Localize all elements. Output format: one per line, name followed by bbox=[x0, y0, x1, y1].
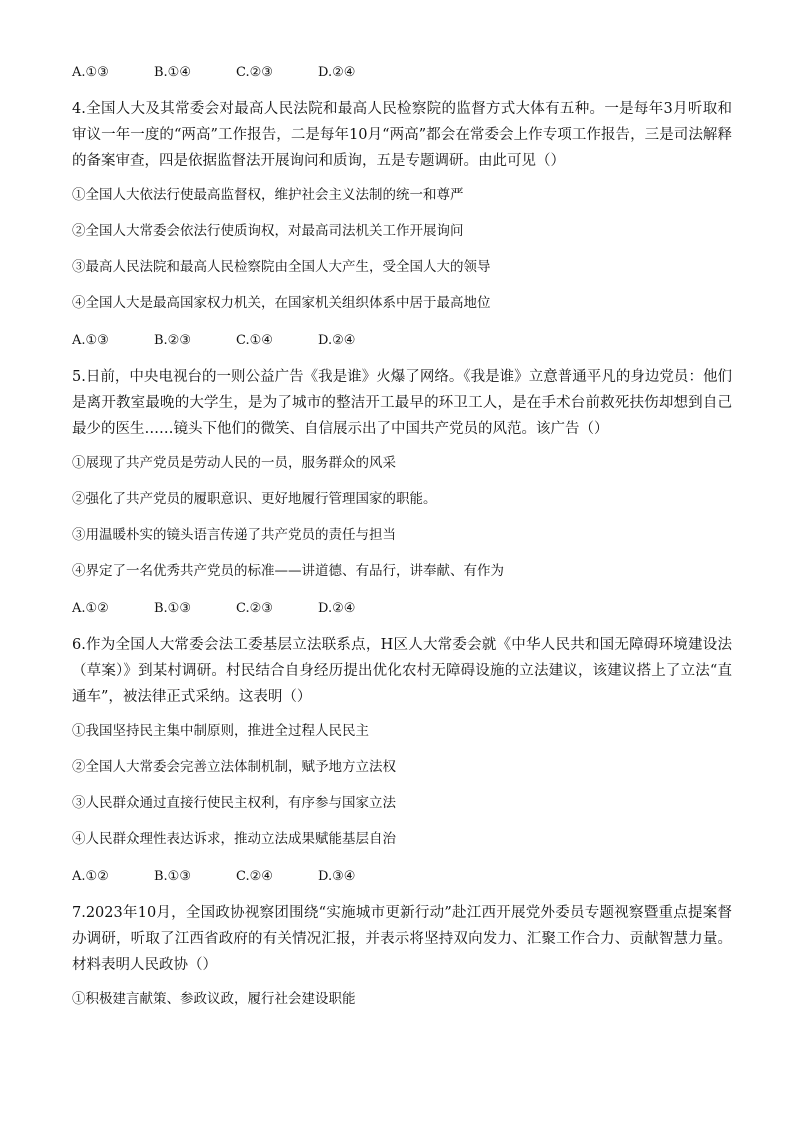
q5-option-d: D.②④ bbox=[318, 600, 356, 616]
q5-statement-3: ③用温暖朴实的镜头语言传递了共产党员的责任与担当 bbox=[72, 527, 396, 543]
q6-statement-2: ②全国人大常委会完善立法体制机制，赋予地方立法权 bbox=[72, 759, 396, 775]
q4-option-c: C.①④ bbox=[236, 332, 273, 348]
q5-question: 5.日前，中央电视台的一则公益广告《我是谁》火爆了网络。《我是谁》立意普通平凡的身边党员：他们是离开教室最晚的大学生，是为了城市的整洁开工最早的环卫工人，是在手术台前救死扶伤却想到自己最少的医生……镜头下他们的微笑、自信展示出了中国共产党员的风范。该广告（） bbox=[72, 369, 732, 437]
q4-statement-4: ④全国人大是最高国家权力机关，在国家机关组织体系中居于最高地位 bbox=[72, 295, 491, 311]
q4-option-a: A.①③ bbox=[72, 332, 109, 348]
q3-options bbox=[72, 60, 732, 84]
q4-option-b: B.②③ bbox=[154, 332, 191, 348]
q5-option-c: C.②③ bbox=[236, 600, 273, 616]
q5-statement-4: ④界定了一名优秀共产党员的标准——讲道德、有品行，讲奉献、有作为 bbox=[72, 563, 504, 579]
q6-option-a: A.①② bbox=[72, 868, 109, 884]
exam-page bbox=[72, 60, 732, 1024]
q6-statement-4: ④人民群众理性表达诉求，推动立法成果赋能基层自治 bbox=[72, 831, 396, 847]
q3-option-c: C.②③ bbox=[236, 64, 273, 80]
q6-question: 6.作为全国人大常委会法工委基层立法联系点，H区人大常委会就《中华人民共和国无障碍环境建设法（草案）》到某村调研。村民结合自身经历提出优化农村无障碍设施的立法建议，该建议搭上了立法“直通车”，被法律正式采纳。这表明（） bbox=[72, 637, 732, 705]
q3-option-a: A.①③ bbox=[72, 64, 109, 80]
q5-option-b: B.①③ bbox=[154, 600, 191, 616]
q6-options bbox=[72, 864, 732, 888]
q4-statement-2: ②全国人大常委会依法行使质询权，对最高司法机关工作开展询问 bbox=[72, 223, 464, 239]
q6-statement-1: ①我国坚持民主集中制原则，推进全过程人民民主 bbox=[72, 723, 369, 739]
q5-statement-2: ②强化了共产党员的履职意识、更好地履行管理国家的职能。 bbox=[72, 491, 437, 507]
q3-option-d: D.②④ bbox=[318, 64, 356, 80]
q5-options bbox=[72, 596, 732, 620]
q5-statement-1: ①展现了共产党员是劳动人民的一员，服务群众的风采 bbox=[72, 455, 396, 471]
q6-statement-3: ③人民群众通过直接行使民主权利，有序参与国家立法 bbox=[72, 795, 396, 811]
q6-option-c: C.②④ bbox=[236, 868, 273, 884]
q4-question: 4.全国人大及其常委会对最高人民法院和最高人民检察院的监督方式大体有五种。一是每年3月听取和审议一年一度的“两高”工作报告，二是每年10月“两高”都会在常委会上作专项工作报告，三是司法解释的备案审查，四是依据监督法开展询问和质询，五是专题调研。由此可见（） bbox=[72, 101, 732, 169]
q7-question: 7.2023年10月，全国政协视察团围绕“实施城市更新行动”赴江西开展党外委员专题视察暨重点提案督办调研，听取了江西省政府的有关情况汇报，并表示将坚持双向发力、汇聚工作合力、贡献智慧力量。材料表明人民政协（） bbox=[72, 905, 732, 973]
q4-statement-1: ①全国人大依法行使最高监督权，维护社会主义法制的统一和尊严 bbox=[72, 187, 464, 203]
q6-option-b: B.①③ bbox=[154, 868, 191, 884]
q5-option-a: A.①② bbox=[72, 600, 109, 616]
q7-statement-1: ①积极建言献策、参政议政，履行社会建设职能 bbox=[72, 991, 356, 1007]
q4-statement-3: ③最高人民法院和最高人民检察院由全国人大产生，受全国人大的领导 bbox=[72, 259, 491, 275]
q4-options bbox=[72, 328, 732, 352]
q6-option-d: D.③④ bbox=[318, 868, 356, 884]
q3-option-b: B.①④ bbox=[154, 64, 191, 80]
q4-option-d: D.②④ bbox=[318, 332, 356, 348]
